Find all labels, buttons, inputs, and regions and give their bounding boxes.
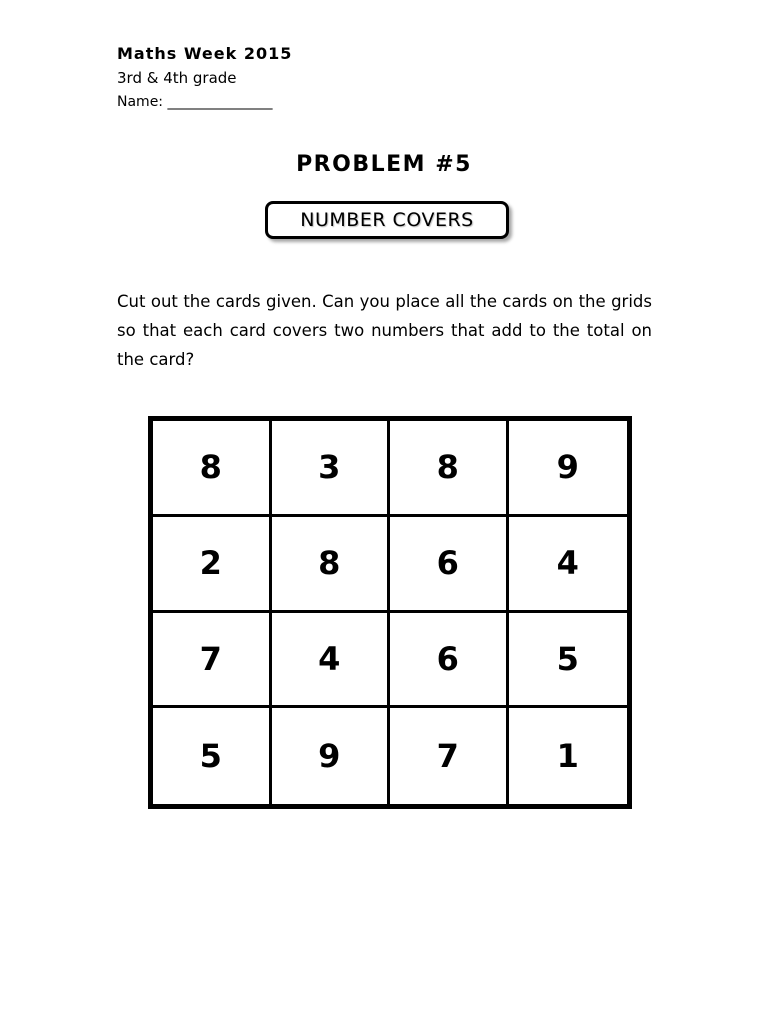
name-field: Name: _______________ [117, 94, 273, 110]
grid-cell: 5 [509, 613, 628, 709]
grid-cell: 9 [272, 708, 391, 804]
subtitle-box [265, 201, 509, 239]
grid-cell: 8 [390, 421, 509, 517]
grid-cell: 9 [509, 421, 628, 517]
grid-cell: 8 [272, 517, 391, 613]
grid-cell: 7 [390, 708, 509, 804]
grid-cell: 1 [556, 737, 579, 776]
subtitle-text: NUMBER COVERS [300, 209, 474, 231]
worksheet-header [117, 42, 292, 114]
grid-cell: 7 [153, 613, 272, 709]
grid-cell: 6 [390, 517, 509, 613]
grid-cell: 5 [153, 708, 272, 804]
header-grade: 3rd & 4th grade [117, 69, 237, 87]
grid-cell: 4 [272, 613, 391, 709]
instructions: Cut out the cards given. Can you place all the cards on the grids so that each card covers two numbers that add to the total on the card? [117, 292, 652, 369]
header-title: Maths Week 2015 [117, 44, 293, 63]
grid-cell: 6 [390, 613, 509, 709]
grid-cell: 2 [153, 517, 272, 613]
problem-title: PROBLEM #5 [296, 152, 472, 177]
number-grid [148, 416, 632, 809]
grid-cell: 3 [272, 421, 391, 517]
grid-cell: 8 [153, 421, 272, 517]
grid-cell: 4 [509, 517, 628, 613]
